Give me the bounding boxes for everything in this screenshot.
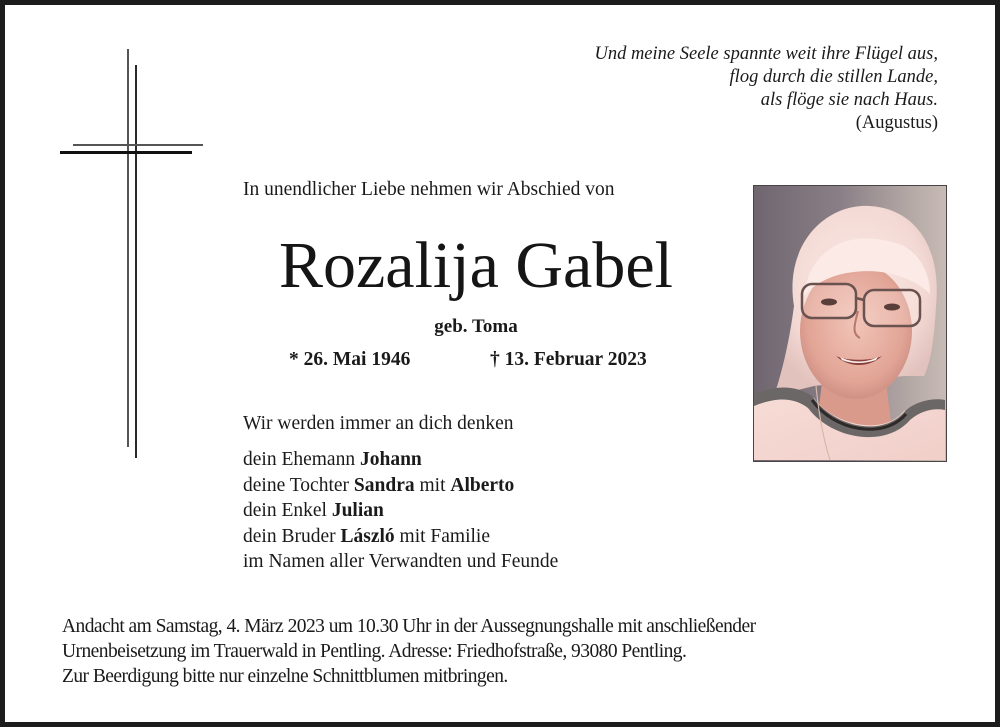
connector: mit Familie bbox=[394, 525, 490, 547]
remembrance-text: Wir werden immer an dich denken bbox=[243, 413, 514, 434]
family-member bbox=[243, 447, 558, 473]
poem-author: (Augustus) bbox=[855, 113, 938, 133]
death-date: † 13. Februar 2023 bbox=[490, 349, 647, 370]
member-name: Julian bbox=[331, 500, 384, 521]
cross-vertical-line bbox=[135, 65, 137, 458]
cross-horizontal-line bbox=[60, 151, 192, 154]
family-list bbox=[243, 447, 558, 575]
relation: dein Bruder bbox=[243, 525, 341, 547]
member-name: Sandra bbox=[353, 474, 415, 496]
poem-quote bbox=[594, 43, 938, 135]
family-member bbox=[243, 498, 558, 524]
relation: dein Ehemann bbox=[243, 449, 360, 470]
service-line: Urnenbeisetzung im Trauerwald in Pentling. Adresse: Friedhofstraße, 93080 Pentling. bbox=[62, 641, 687, 662]
maiden-name: geb. Toma bbox=[434, 316, 518, 337]
birth-date: * 26. Mai 1946 bbox=[289, 349, 411, 370]
cross-vertical-line bbox=[127, 49, 129, 447]
portrait-image bbox=[754, 186, 945, 460]
cross-horizontal-line bbox=[73, 144, 203, 146]
poem-line: Und meine Seele spannte weit ihre Flügel aus, bbox=[594, 44, 938, 64]
family-member bbox=[243, 524, 558, 550]
intro-text: In unendlicher Liebe nehmen wir Abschied von bbox=[243, 179, 615, 200]
relation: im Namen aller Verwandten und Feunde bbox=[243, 551, 559, 572]
connector: mit bbox=[414, 474, 451, 496]
service-info bbox=[62, 614, 756, 689]
poem-line: als flöge sie nach Haus. bbox=[760, 90, 938, 110]
member-name: Alberto bbox=[450, 474, 515, 496]
family-member bbox=[243, 549, 558, 575]
relation: dein Enkel bbox=[243, 500, 332, 521]
family-member bbox=[243, 473, 558, 499]
poem-line: flog durch die stillen Lande, bbox=[729, 67, 938, 87]
member-name: László bbox=[340, 525, 395, 547]
service-line: Andacht am Samstag, 4. März 2023 um 10.30 Uhr in der Aussegnungshalle mit anschließender bbox=[62, 616, 756, 637]
deceased-name: Rozalija Gabel bbox=[278, 229, 673, 302]
member-name: Johann bbox=[359, 449, 422, 470]
service-line: Zur Beerdigung bitte nur einzelne Schnittblumen mitbringen. bbox=[62, 666, 508, 687]
portrait-photo bbox=[753, 185, 947, 462]
relation: deine Tochter bbox=[243, 474, 354, 496]
